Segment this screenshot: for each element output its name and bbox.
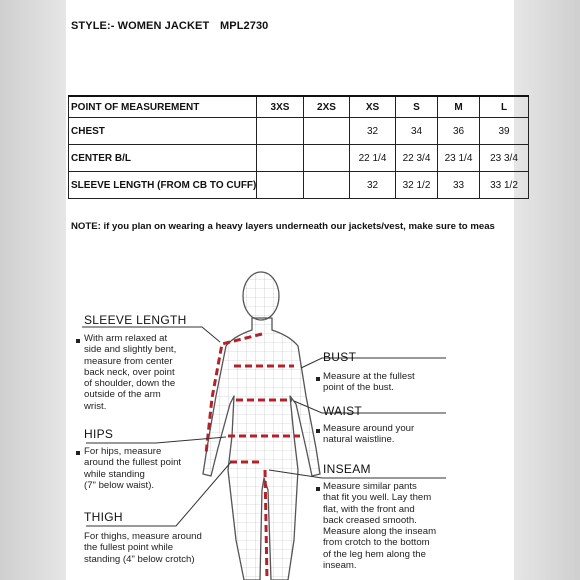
bullet-icon <box>76 451 80 455</box>
column-header: 3XS <box>257 96 304 118</box>
layering-note: NOTE: if you plan on wearing a heavy layers underneath our jackets/vest, make sure to meas <box>71 221 495 232</box>
bullet-icon <box>76 339 80 343</box>
sleeve-length-text: With arm relaxed at side and slightly bent, measure from center back neck, over point of shoulder, down the outside of the arm wrist. <box>84 333 177 412</box>
table-cell: 32 1/2 <box>396 172 438 199</box>
sleeve-length-title: SLEEVE LENGTH <box>84 313 187 327</box>
table-cell: 32 <box>350 172 396 199</box>
bullet-icon <box>316 429 320 433</box>
table-cell: 23 1/4 <box>438 145 480 172</box>
hips-title: HIPS <box>84 427 114 441</box>
style-label: STYLE:- WOMEN JACKET <box>71 20 210 32</box>
bust-title: BUST <box>323 350 357 364</box>
table-cell: 32 <box>350 118 396 145</box>
inseam-text: Measure similar pants that fit you well. Lay them flat, with the front and back creased smooth. Measure along the inseam from crotch to the bottom of the leg hem along the inseam. <box>323 481 437 572</box>
right-blur-margin <box>514 0 580 580</box>
style-code: MPL2730 <box>220 20 269 32</box>
table-cell: 33 1/2 <box>480 172 529 199</box>
column-header: L <box>480 96 529 118</box>
table-cell: 22 3/4 <box>396 145 438 172</box>
thigh-text: For thighs, measure around the fullest point while standing (4" below crotch) <box>84 531 202 565</box>
bullet-icon <box>316 487 320 491</box>
column-header: XS <box>350 96 396 118</box>
table-cell: 23 3/4 <box>480 145 529 172</box>
bust-text: Measure at the fullest point of the bust. <box>323 371 415 394</box>
row-label: CENTER B/L <box>69 145 257 172</box>
column-header: POINT OF MEASUREMENT <box>69 96 257 118</box>
row-label: SLEEVE LENGTH (FROM CB TO CUFF) <box>69 172 257 199</box>
row-label: CHEST <box>69 118 257 145</box>
size-chart-sheet <box>66 0 518 580</box>
column-header: S <box>396 96 438 118</box>
column-header: 2XS <box>304 96 350 118</box>
thigh-title: THIGH <box>84 510 123 524</box>
table-cell: 34 <box>396 118 438 145</box>
hips-text: For hips, measure around the fullest point while standing (7" below waist). <box>84 446 182 491</box>
waist-title: WAIST <box>323 404 363 418</box>
inseam-title: INSEAM <box>323 462 371 476</box>
left-blur-margin <box>0 0 66 580</box>
waist-text: Measure around your natural waistline. <box>323 423 415 446</box>
table-cell: 36 <box>438 118 480 145</box>
table-cell: 22 1/4 <box>350 145 396 172</box>
bullet-icon <box>316 377 320 381</box>
table-cell: 33 <box>438 172 480 199</box>
column-header: M <box>438 96 480 118</box>
inseam-measure-line <box>265 470 267 580</box>
table-cell: 39 <box>480 118 529 145</box>
